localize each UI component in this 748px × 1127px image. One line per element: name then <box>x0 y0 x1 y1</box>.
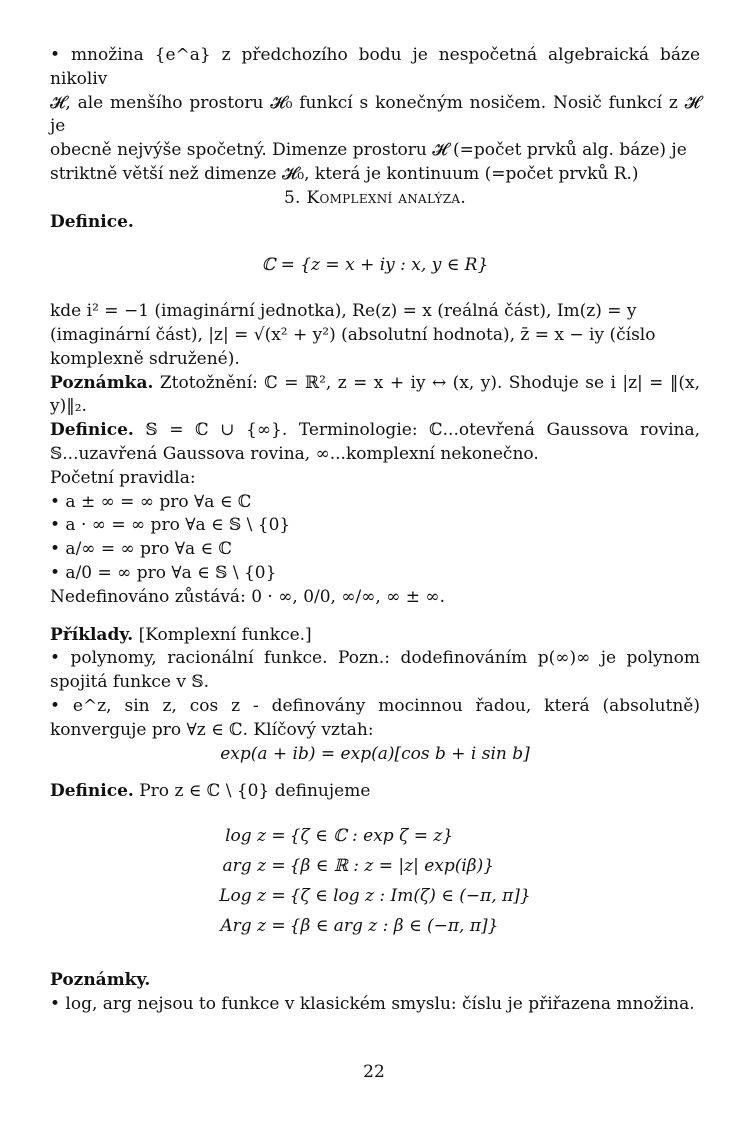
examples-subtitle: [Komplexní funkce.] <box>138 624 312 645</box>
equation-rhs: {β ∈ ℝ : z = |z| exp(iβ)} <box>289 855 495 876</box>
rule-item: • a/∞ = ∞ pro ∀a ∈ ℂ <box>50 539 233 560</box>
examples-heading: Příklady. <box>50 624 134 645</box>
example-item: • polynomy, racionální funkce. Pozn.: dodefinováním p(∞)∞ je polynom spojitá funkce v 𝕊. <box>50 648 700 693</box>
rules-title: Početní pravidla: <box>50 467 196 488</box>
definition-line: (imaginární část), |z| = √(x² + y²) (absolutní hodnota), z̄ = x − iy (číslo <box>50 324 656 345</box>
equation-row <box>219 912 530 942</box>
note-heading: Poznámka. <box>50 372 154 393</box>
euler-equation: exp(a + ib) = exp(a)[cos b + i sin b] <box>220 743 530 764</box>
log-arg-equations <box>219 822 530 941</box>
complex-set-equation: ℂ = {z = x + iy : x, y ∈ R} <box>261 255 489 276</box>
intro-line: 𝓗, ale menšího prostoru 𝓗₀ funkcí s konečným nosičem. Nosič funkcí z 𝓗 je <box>50 92 700 137</box>
equation-lhs: Log z = <box>219 885 286 906</box>
section-title: 5. Komplexní analýza. <box>283 187 467 208</box>
definition3-heading: Definice. <box>50 781 134 802</box>
notes-item: • log, arg nejsou to funkce v klasickém smyslu: číslu je přiřazena množina. <box>50 994 695 1015</box>
definition-line: kde i² = −1 (imaginární jednotka), Re(z) = x (reálná část), Im(z) = y <box>50 301 637 322</box>
equation-rhs: {β ∈ arg z : β ∈ (−π, π]} <box>289 915 499 936</box>
intro-line: striktně větší než dimenze 𝓗₀, která je kontinuum (=počet prvků R.) <box>50 163 639 184</box>
equation-lhs: Arg z = <box>220 915 286 936</box>
equation-rhs: {ζ ∈ ℂ : exp ζ = z} <box>289 826 454 847</box>
intro-line: • množina {e^a} z předchozího bodu je nespočetná algebraická báze nikoliv <box>50 45 700 89</box>
equation-row <box>219 882 530 912</box>
intro-paragraph <box>50 44 700 187</box>
rule-item: • a · ∞ = ∞ pro ∀a ∈ 𝕊 \ {0} <box>50 515 291 536</box>
rule-item: • a ± ∞ = ∞ pro ∀a ∈ ℂ <box>50 491 252 512</box>
definition-heading: Definice. <box>50 211 134 232</box>
note-paragraph <box>50 372 700 420</box>
definition2-paragraph <box>50 419 700 467</box>
definition3-text: Pro z ∈ ℂ \ {0} definujeme <box>139 781 371 802</box>
rule-item: • a/0 = ∞ pro ∀a ∈ 𝕊 \ {0} <box>50 562 277 583</box>
undefined-forms: Nedefinováno zůstává: 0 · ∞, 0/0, ∞/∞, ∞ ± ∞. <box>50 586 445 607</box>
examples-heading-line <box>50 624 700 648</box>
equation-lhs: log z = <box>225 826 286 847</box>
note-text: Ztotožnění: ℂ = ℝ², z = x + iy ↔ (x, y). Shoduje se i |z| = ‖(x, y)‖₂. <box>50 372 700 417</box>
definition2-heading: Definice. <box>50 420 134 441</box>
equation-rhs: {ζ ∈ log z : Im(ζ) ∈ (−π, π]} <box>289 885 531 906</box>
definition-line: komplexně sdružené). <box>50 348 240 369</box>
page-number: 22 <box>363 1062 385 1082</box>
equation-row <box>219 822 530 852</box>
definition2-text: 𝕊 = ℂ ∪ {∞}. Terminologie: ℂ...otevřená Gaussova rovina, 𝕊...uzavřená Gaussova rovina, ∞...komplexní nekonečno. <box>50 420 701 464</box>
definition3-paragraph <box>50 780 700 804</box>
intro-line: obecně nejvýše spočetný. Dimenze prostoru 𝓗 (=počet prvků alg. báze) je <box>50 140 687 161</box>
example-item: • e^z, sin z, cos z - definovány mocinnou řadou, která (absolutně) konverguje pro ∀z ∈ ℂ. Klíčový vztah: <box>50 695 700 740</box>
equation-row <box>219 852 530 882</box>
page-content <box>50 44 700 1017</box>
notes-heading: Poznámky. <box>50 970 151 991</box>
equation-lhs: arg z = <box>222 855 286 876</box>
definition-body <box>50 300 700 371</box>
